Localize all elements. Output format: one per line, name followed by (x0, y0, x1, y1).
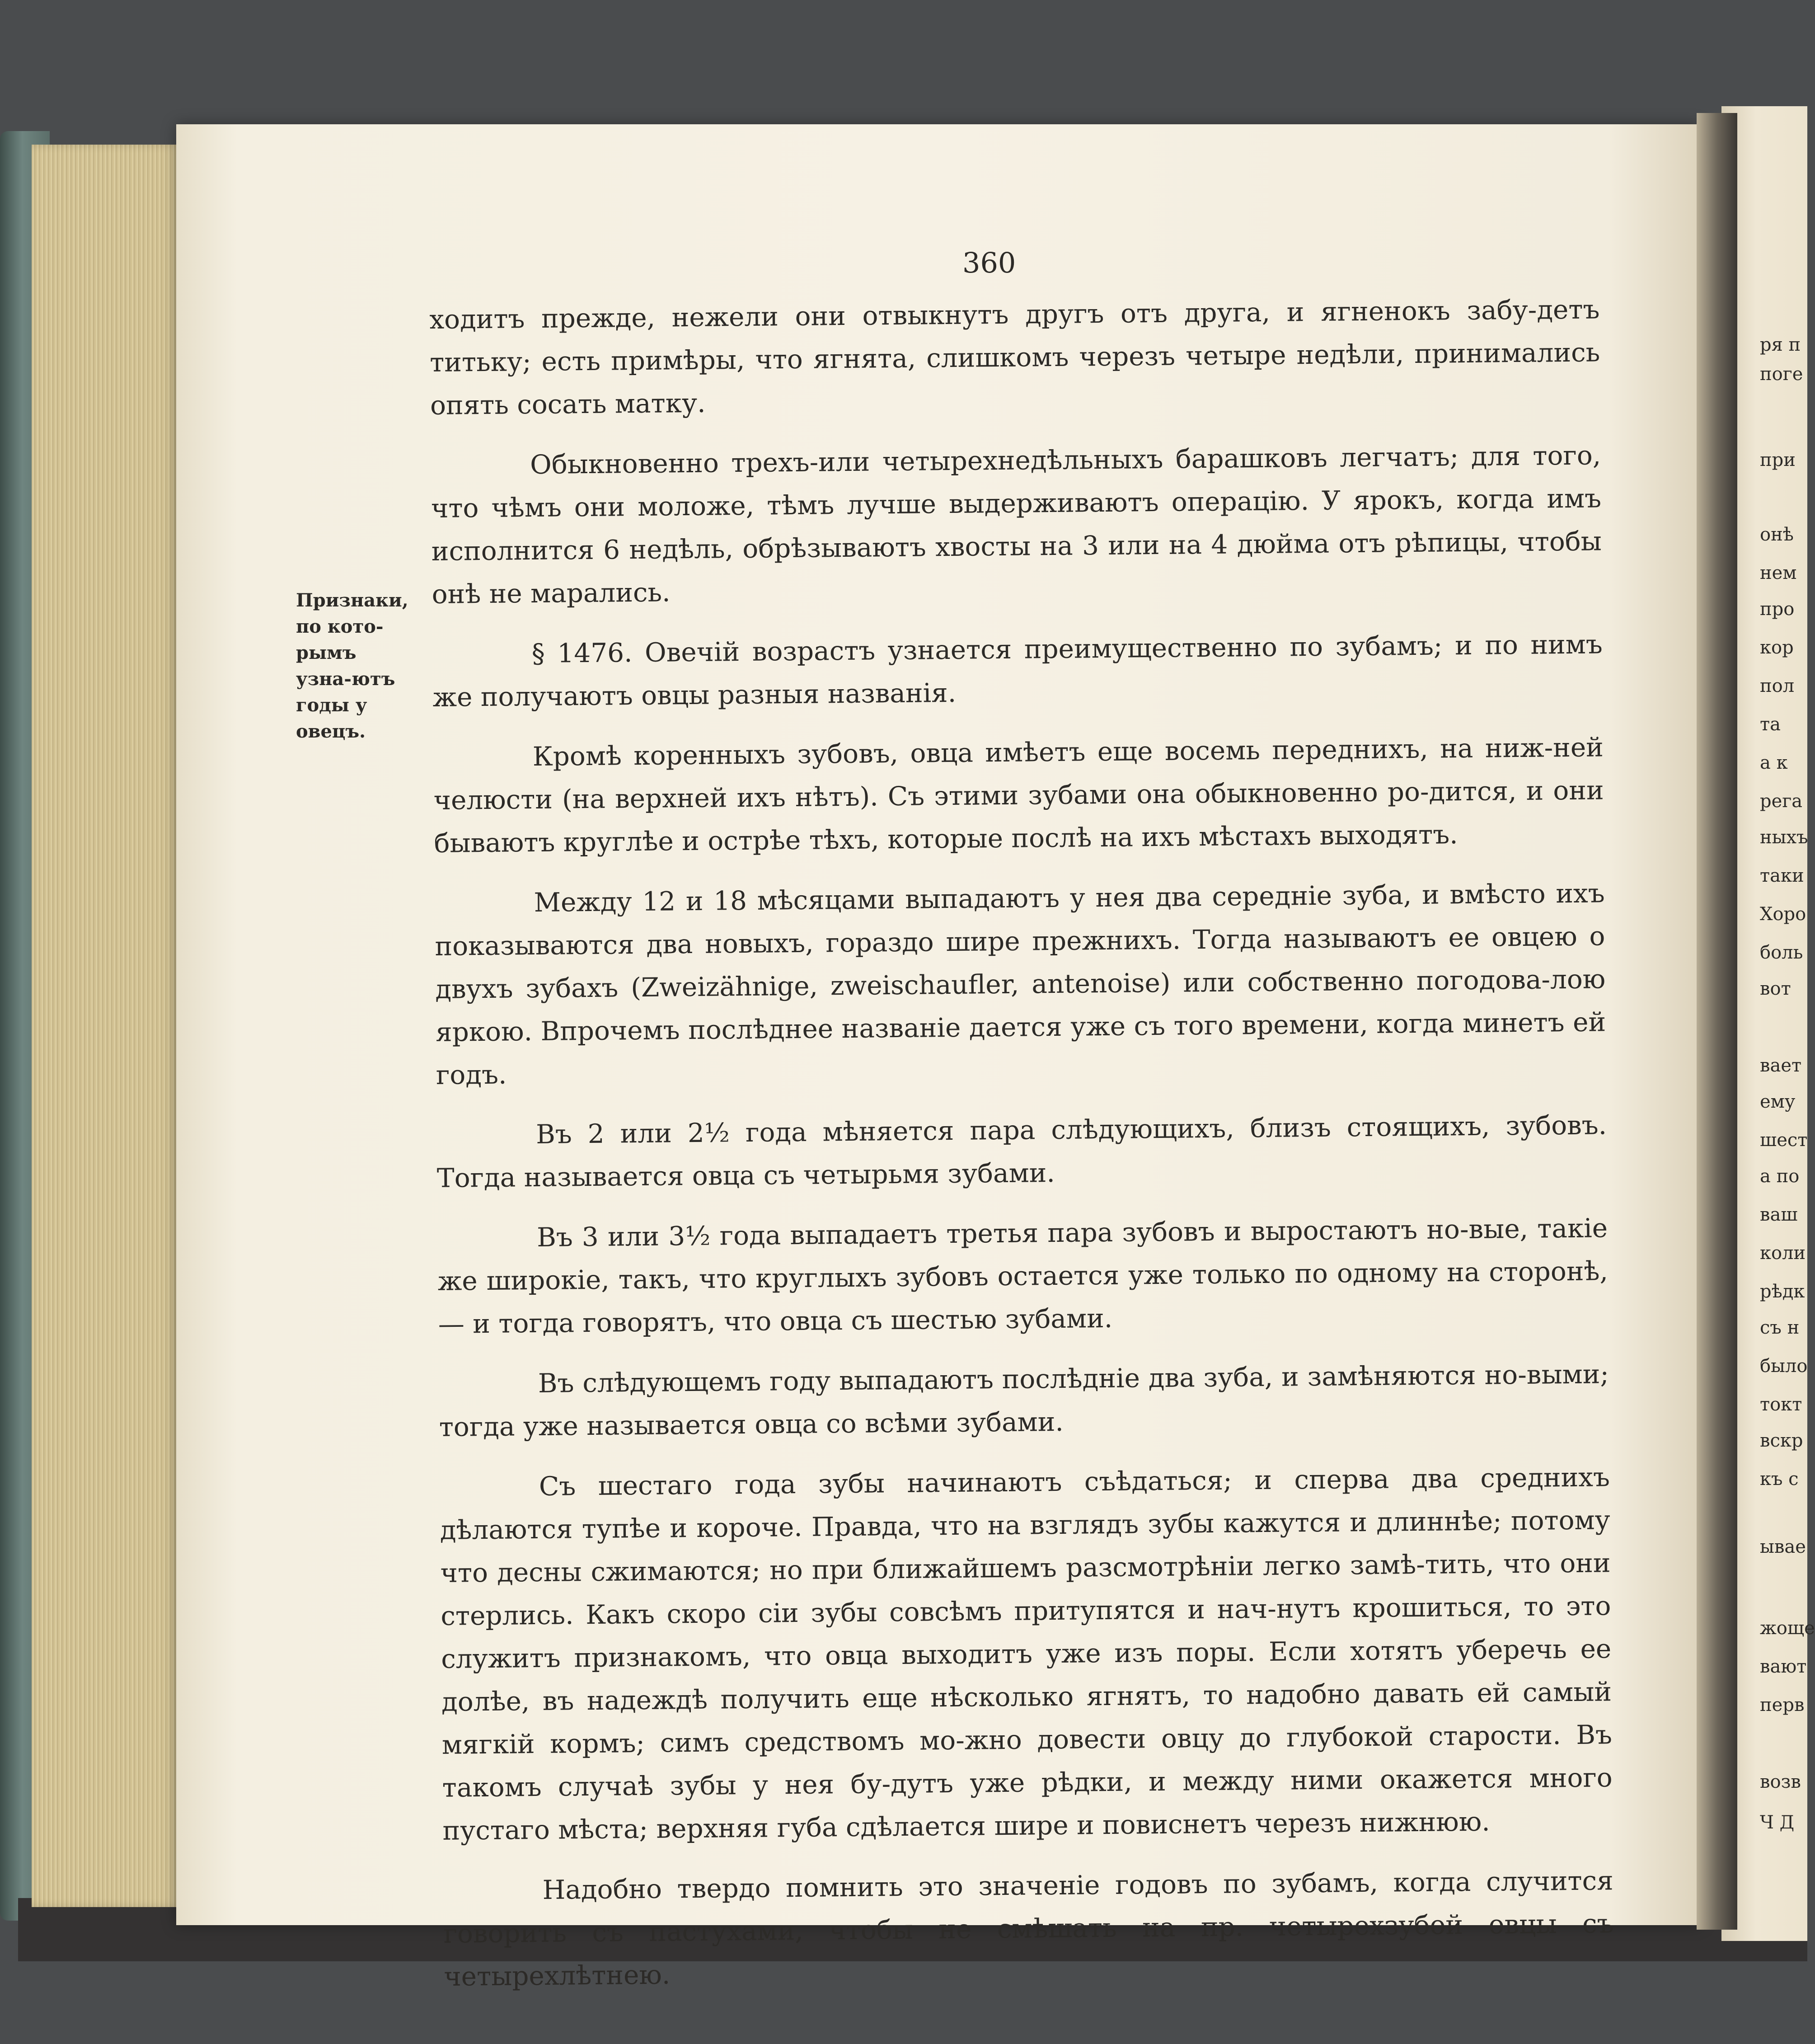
facing-page-fragment: кор (1760, 637, 1794, 658)
facing-page-fragment: рега (1760, 791, 1803, 812)
page-number: 360 (962, 246, 1016, 279)
book-gutter (1697, 113, 1737, 1930)
paragraph: Кромѣ коренныхъ зубовъ, овца имѣетъ еще восемь переднихъ, на ниж-ней челюсти (на верхней ихъ нѣтъ). Съ этими зубами она обыкновенно ро-дится, и они бываютъ круглѣе и острѣе тѣхъ, которые послѣ на ихъ мѣстахъ выходятъ. (433, 732, 1604, 859)
facing-page-fragment: къ с (1760, 1469, 1799, 1490)
facing-page-fragment: онѣ (1760, 524, 1794, 545)
facing-page-fragment: съ н (1760, 1317, 1800, 1338)
paragraph: Съ шестаго года зубы начинаютъ съѣдаться; и сперва два среднихъ дѣлаются тупѣе и короче. Правда, что на взглядъ зубы кажутся и длиннѣе; потому что десны сжимаются; но при ближайшемъ разсмотрѣніи легко замѣ-тить, что они стерлись. Какъ скоро сіи зубы совсѣмъ притупятся и нач-нутъ крошиться, то это служитъ признакомъ, что овца выходитъ уже изъ поры. Если хотятъ уберечь ее долѣе, въ надеждѣ получить еще нѣсколько ягнятъ, то надобно давать ей самый мягкій кормъ; симъ средствомъ мо-жно довести овцу до глубокой старости. Въ такомъ случаѣ зубы у нея бу-дутъ уже рѣдки, и между ними окажется много пустаго мѣста; верхняя губа сдѣлается шире и повиснетъ черезъ нижнюю. (440, 1461, 1613, 1846)
facing-page-fragment: было (1760, 1356, 1808, 1377)
facing-page-fragment: коли (1760, 1243, 1806, 1264)
facing-page-text (1760, 0, 1815, 2044)
facing-page-fragment: таки (1760, 865, 1804, 886)
facing-page-fragment: возв (1760, 1771, 1801, 1792)
paragraph: ходитъ прежде, нежели они отвыкнутъ другъ отъ друга, и ягненокъ забу-детъ титьку; есть примѣры, что ягнята, слишкомъ черезъ четыре недѣли, принимались опять сосать матку. (429, 294, 1600, 421)
body-text (429, 288, 1614, 2015)
facing-page-fragment: ему (1760, 1091, 1796, 1112)
facing-page-fragment: при (1760, 450, 1796, 470)
facing-page-fragment: перв (1760, 1695, 1805, 1715)
facing-page-fragment: поге (1760, 364, 1803, 385)
paragraph: Въ слѣдующемъ году выпадаютъ послѣдніе два зуба, и замѣняются но-выми; тогда уже называется овца со всѣми зубами. (439, 1358, 1609, 1443)
facing-page-fragment: та (1760, 714, 1781, 735)
margin-note: Признаки, по кото-рымъ узна-ютъ годы у овецъ. (296, 590, 408, 742)
facing-page-fragment: а по (1760, 1166, 1800, 1187)
facing-page-fragment: вает (1760, 1055, 1802, 1076)
facing-page-fragment: вскр (1760, 1430, 1803, 1451)
facing-page-fragment: ывае (1760, 1537, 1806, 1557)
paragraph: Между 12 и 18 мѣсяцами выпадаютъ у нея два середніе зуба, и вмѣсто ихъ показываются два новыхъ, гораздо шире прежнихъ. Тогда называютъ ее овцею о двухъ зубахъ (Zweizähnige, zweischaufler, antenoise) или собственно погодова-лою яркою. Впрочемъ послѣднее названіе дается уже съ того времени, когда минетъ ей годъ. (435, 878, 1606, 1090)
page-edges (32, 145, 181, 1907)
facing-page-fragment: шест (1760, 1130, 1808, 1151)
facing-page-fragment: боль (1760, 942, 1803, 963)
facing-page-fragment: про (1760, 599, 1795, 620)
facing-page-fragment: а к (1760, 752, 1788, 773)
paragraph: Обыкновенно трехъ-или четырехнедѣльныхъ барашковъ легчатъ; для того, что чѣмъ они моложе, тѣмъ лучше выдерживаютъ операцію. У ярокъ, когда имъ исполнится 6 недѣль, обрѣзываютъ хвосты на 3 или на 4 дюйма отъ рѣпицы, чтобы онѣ не марались. (431, 440, 1602, 610)
facing-page-fragment: Хоро (1760, 904, 1806, 925)
facing-page-fragment: пол (1760, 676, 1795, 696)
facing-page-fragment: вот (1760, 978, 1791, 999)
facing-page-fragment: вают (1760, 1656, 1807, 1677)
paragraph: Въ 2 или 2½ года мѣняется пара слѣдующихъ, близъ стоящихъ, зубовъ. Тогда называется овца съ четырьмя зубами. (436, 1109, 1607, 1194)
facing-page-fragment: ваш (1760, 1204, 1798, 1225)
facing-page-fragment: токт (1760, 1394, 1802, 1415)
paragraph: Въ 3 или 3½ года выпадаетъ третья пара зубовъ и выростаютъ но-вые, такіе же широкіе, такъ, что круглыхъ зубовъ остается уже только по одному на сторонѣ, — и тогда говорятъ, что овца съ шестью зубами. (437, 1212, 1609, 1339)
facing-page-fragment: ныхъ (1760, 827, 1808, 848)
facing-page-fragment: Ч Д (1760, 1812, 1795, 1833)
facing-page-fragment: нем (1760, 563, 1797, 583)
facing-page-fragment: ря п (1760, 334, 1801, 355)
facing-page-fragment: рѣдк (1760, 1281, 1805, 1302)
paragraph: Надобно твердо помнить это значеніе годовъ по зубамъ, когда случится говорить съ пастухами, чтобы не смѣшать на пр. четырехзубой овцы съ четырехлѣтнею. (443, 1865, 1614, 1992)
section-paragraph: § 1476. Овечій возрастъ узнается преимущественно по зубамъ; и по нимъ же получаютъ овцы разныя названія. (432, 629, 1603, 713)
facing-page-fragment: жоще (1760, 1618, 1815, 1639)
